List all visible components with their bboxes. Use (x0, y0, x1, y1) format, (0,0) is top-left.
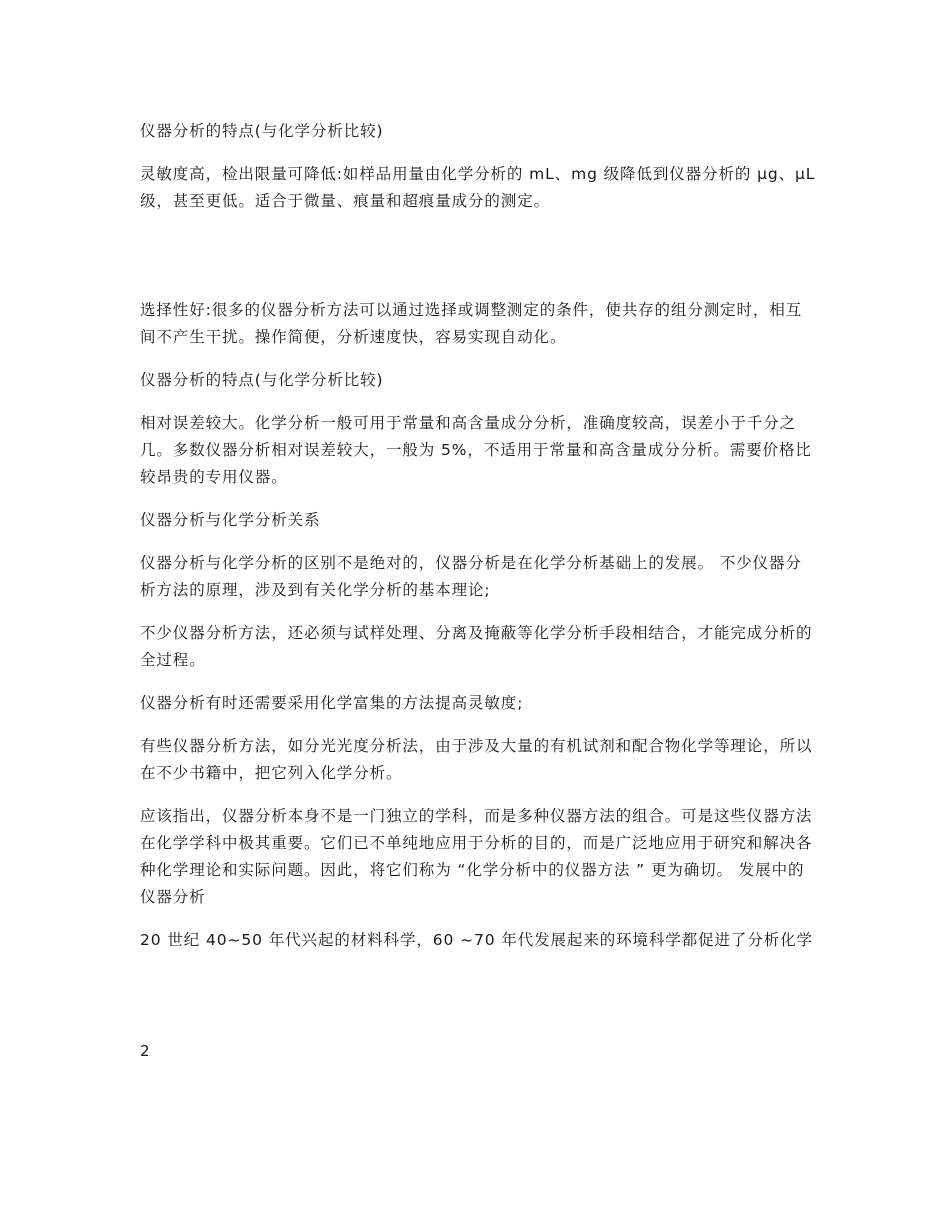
section-heading-characteristics-repeat: 仪器分析的特点(与化学分析比较) (140, 371, 384, 389)
paragraph-relative-error: 相对误差较大。化学分析一般可用于常量和高含量成分分析，准确度较高，误差小于千分之几。多数仪器分析相对误差较大，一般为 5%，不适用于常量和高含量成分分析。需要价格比较昂贵的专用仪器。 (140, 414, 812, 486)
blank-gap (140, 231, 816, 297)
paragraph-chemical-enrichment: 仪器分析有时还需要采用化学富集的方法提高灵敏度; (140, 694, 524, 712)
paragraph-spectrophotometry: 有些仪器分析方法，如分光光度分析法，由于涉及大量的有机试剂和配合物化学等理论，所以在不少书籍中，把它列入化学分析。 (140, 737, 813, 782)
paragraph-20th-century: 20 世纪 40~50 年代兴起的材料科学，60 ~70 年代发展起来的环境科学都促进了分析化学 (140, 931, 813, 949)
paragraph-difference-not-absolute: 仪器分析与化学分析的区别不是绝对的，仪器分析是在化学分析基础上的发展。 不少仪器分析方法的原理，涉及到有关化学分析的基本理论; (140, 554, 802, 599)
section-heading-relationship: 仪器分析与化学分析关系 (140, 511, 321, 529)
paragraph-good-selectivity: 选择性好:很多的仪器分析方法可以通过选择或调整测定的条件，使共存的组分测定时，相互间不产生干扰。操作简便，分析速度快，容易实现自动化。 (140, 301, 803, 346)
section-heading-characteristics: 仪器分析的特点(与化学分析比较) (140, 122, 384, 140)
paragraph-combined-methods: 不少仪器分析方法，还必须与试样处理、分离及掩蔽等化学分析手段相结合，才能完成分析的全过程。 (140, 624, 813, 669)
paragraph-high-sensitivity: 灵敏度高，检出限量可降低:如样品用量由化学分析的 mL、mg 级降低到仪器分析的 μg、μL 级，甚至更低。适合于微量、痕量和超痕量成分的测定。 (140, 165, 816, 210)
document-body (140, 118, 816, 970)
page-number: 2 (140, 1042, 150, 1060)
paragraph-instrumental-methods: 应该指出，仪器分析本身不是一门独立的学科，而是多种仪器方法的组合。可是这些仪器方法在化学学科中极其重要。它们已不单纯地应用于分析的目的，而是广泛地应用于研究和解决各种化学理论和实际问题。因此，将它们称为 “化学分析中的仪器方法 ” 更为确切。 发展中的仪器分析 (140, 807, 813, 906)
